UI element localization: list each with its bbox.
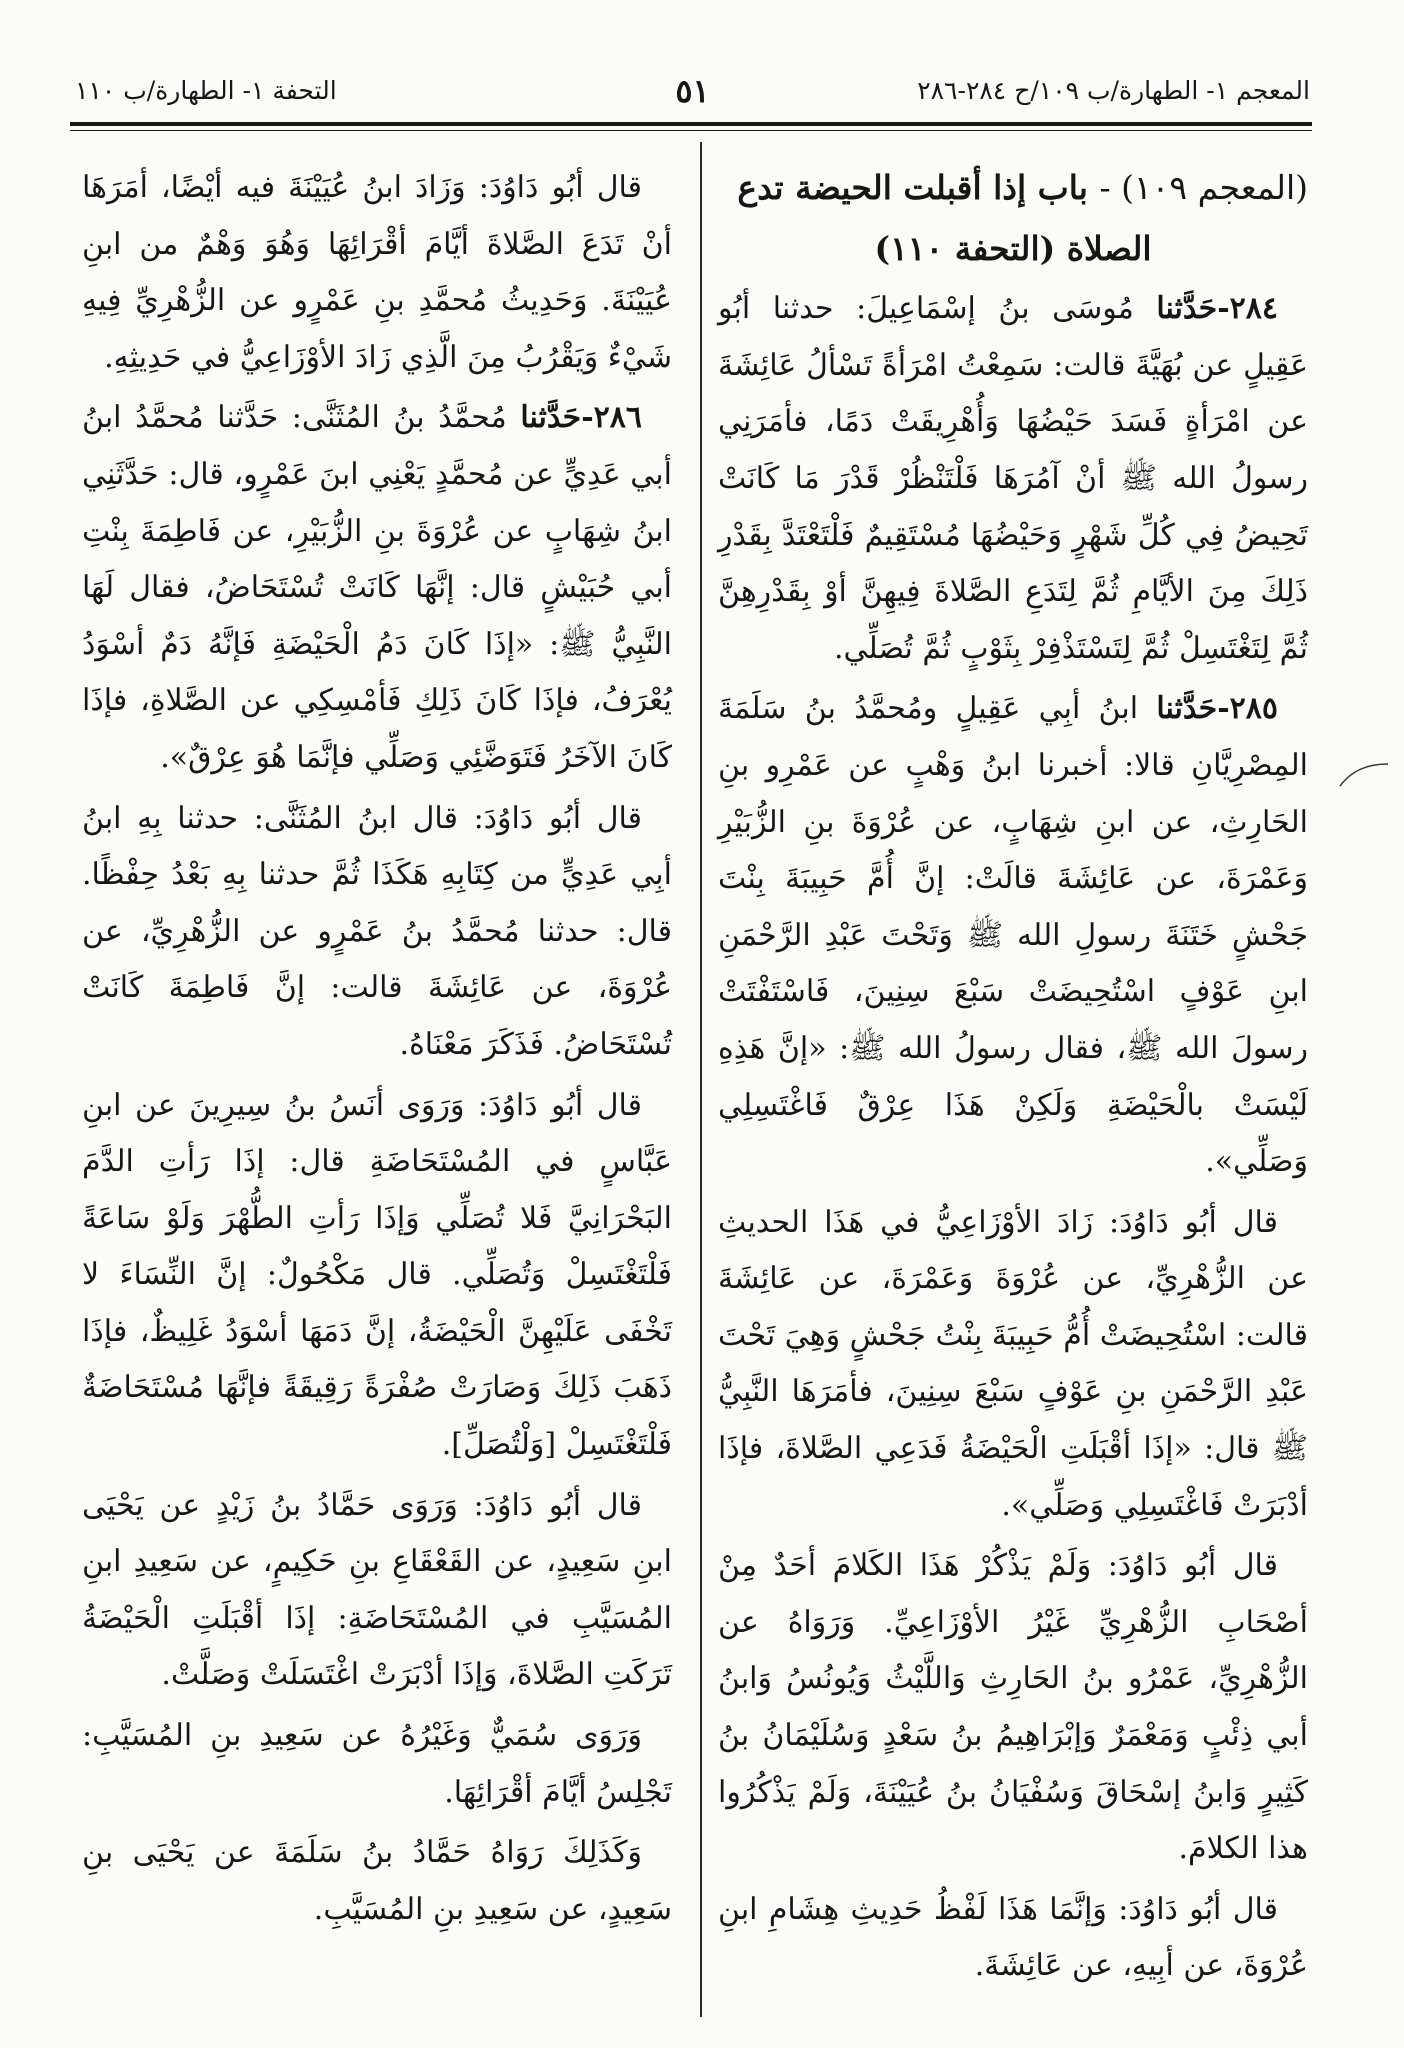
margin-pen-mark <box>1338 760 1390 790</box>
left-column <box>82 160 672 1942</box>
commentary-paragraph: قال أبُو دَاوُدَ: وَلَمْ يَذْكُرْ هَذَا الكَلامَ أحَدٌ مِنْ أصْحَابِ الزُّهْرِيِّ غَيْرُ الأوْزَاعِيِّ. وَرَوَاهُ عن الزُّهْرِيِّ، عَمْرُو بنُ الحَارِثِ وَاللَّيْثُ وَيُونُسُ وَابنُ أبي ذِئْبٍ وَمَعْمَرٌ وَإبْرَاهِيمُ بنُ سَعْدٍ وَسُلَيْمَانُ بنُ كَثِيرٍ وَابنُ إسْحَاقَ وَسُفْيَانُ بنُ عُيَيْنَةَ، وَلَمْ يَذْكُرُوا هذا الكلامَ. <box>718 1548 1308 1867</box>
hadith-text: ابنُ أبِي عَقِيلٍ ومُحمَّدُ بنُ سَلَمَةَ المِصْرِيَّانِ قالا: أخبرنا ابنُ وَهْبٍ عن عَمْرِو بنِ الحَارِثِ، عن ابنِ شِهَابٍ، عن عُرْوَةَ بنِ الزُّبَيْرِ وَعَمْرَةَ، عن عَائِشَةَ قالَتْ: إنَّ أُمَّ حَبِيبَةَ بِنْتَ جَحْشٍ خَتَنَةَ رسولِ الله ﷺ وَتَحْتَ عَبْدِ الرَّحْمَنِ ابنِ عَوْفٍ اسْتُحِيضَتْ سَبْعَ سِنِينَ، فَاسْتَفْتَتْ رسولَ الله ﷺ، فقال رسولُ الله ﷺ: «إنَّ هَذِهِ لَيْسَتْ بالْحَيْضَةِ وَلَكِنْ هَذَا عِرْقٌ فَاغْتَسِلِي وَصَلِّي». <box>718 691 1308 1180</box>
hadith-text: مُحمَّدُ بنُ المُثَنَّى: حَدَّثنا مُحمَّدُ ابنُ أبي عَدِيٍّ عن مُحمَّدٍ يَعْنِي ابنَ عَمْرٍو، قال: حَدَّثَنِي ابنُ شِهَابٍ عن عُرْوَةَ بنِ الزُّبَيْرِ، عن فَاطِمَةَ بِنْتِ أبي حُبَيْشٍ قال: إنَّهَا كَانَتْ تُسْتَحَاضُ، فقال لَهَا النَّبِيُّ ﷺ: «إذَا كَانَ دَمُ الْحَيْضَةِ فَإنَّهُ دَمٌ أسْوَدُ يُعْرَفُ، فإذَا كَانَ ذَلِكِ فَأمْسِكِي عن الصَّلاةِ، فإذَا كَانَ الآخَرُ فَتَوَضَّئِي وَصَلِّي فإنَّمَا هُوَ عِرْقٌ». <box>82 400 672 775</box>
commentary-paragraph: وَرَوَى سُمَيٌّ وَغَيْرُهُ عن سَعِيدِ بنِ المُسَيَّبِ: تَجْلِسُ أيَّامَ أقْرَائِهَا. <box>82 1718 672 1810</box>
hadith-text: مُوسَى بنُ إسْمَاعِيلَ: حدثنا أبُو عَقِيلٍ عن بُهَيَّةَ قالت: سَمِعْتُ امْرَأةً تَسْألُ عَائِشَةَ عن امْرَأةٍ فَسَدَ حَيْضُهَا وَأُهْرِيقَتْ دَمًا، فأمَرَنِي رسولُ الله ﷺ أنْ آمُرَهَا فَلْتَنْظُرْ قَدْرَ مَا كَانَتْ تَحِيضُ فِي كُلِّ شَهْرٍ وَحَيْضُهَا مُسْتَقِيمٌ فَلْتَعْتَدَّ بِقَدْرِ ذَلِكَ مِنَ الأيَّامِ ثُمَّ لِتَدَعِ الصَّلاةَ فِيهِنَّ أوْ بِقَدْرِهِنَّ ثُمَّ لِتَغْتَسِلْ ثُمَّ لِتَسْتَذْفِرْ بِثَوْبٍ ثُمَّ تُصَلِّي. <box>718 291 1308 666</box>
hadith-285 <box>718 681 1308 1190</box>
commentary-paragraph: وَكَذَلِكَ رَوَاهُ حَمَّادُ بنُ سَلَمَةَ عن يَحْيَى بنِ سَعِيدٍ، عن سَعِيدِ بنِ المُسَيَّبِ. <box>82 1835 672 1927</box>
commentary-paragraph: قال أبُو دَاوُدَ: زَادَ الأوْزَاعِيُّ في هَذَا الحديثِ عن الزُّهْرِيِّ، عن عُرْوَةَ وَعَمْرَةَ، عن عَائِشَةَ قالت: اسْتُحِيضَتْ أُمُّ حَبِيبَةَ بِنْتُ جَحْشٍ وَهِيَ تَحْتَ عَبْدِ الرَّحْمَنِ بنِ عَوْفٍ سَبْعَ سِنِينَ، فأمَرَهَا النَّبِيُّ ﷺ قال: «إذَا أقْبَلَتِ الْحَيْضَةُ فَدَعِي الصَّلاةَ، فإذَا أدْبَرَتْ فَاغْتَسِلِي وَصَلِّي». <box>718 1204 1308 1523</box>
commentary-paragraph: قال أبُو دَاوُدَ: وَرَوَى أنَسُ بنُ سِيرِينَ عن ابنِ عَبَّاسٍ في المُسْتَحَاضَةِ قال: إذَا رَأتِ الدَّمَ البَحْرَانِيَّ فَلا تُصَلِّي وَإذَا رَأتِ الطُّهْرَ وَلَوْ سَاعَةً فَلْتَغْتَسِلْ وَتُصَلِّي. قال مَكْحُولٌ: إنَّ النِّسَاءَ لا تَخْفَى عَلَيْهِنَّ الْحَيْضَةُ، إنَّ دَمَهَا أسْوَدُ غَلِيظٌ، فإذَا ذَهَبَ ذَلِكَ وَصَارَتْ صُفْرَةً رَقِيقَةً فإنَّهَا مُسْتَحَاضَةٌ فَلْتَغْتَسِلْ [وَلْتُصَلِّ]. <box>82 1087 672 1463</box>
header-reference-tuhfa: التحفة ١- الطهارة/ب ١١٠ <box>75 76 337 105</box>
hadith-number: ٢٨٥- <box>1217 691 1278 727</box>
hadith-lead: حَدَّثنا <box>1156 691 1218 727</box>
hadith-286 <box>82 390 672 786</box>
chapter-reference: (المعجم ١٠٩) - <box>1099 168 1308 207</box>
right-column <box>718 160 1308 1999</box>
column-divider <box>700 142 702 2017</box>
chapter-title-continued: الصلاة (التحفة ١١٠) <box>874 228 1152 268</box>
commentary-paragraph: قال أبُو دَاوُدَ: قال ابنُ المُثَنَّى: حدثنا بِهِ ابنُ أبِي عَدِيٍّ من كِتَابِهِ هَكَذَا ثُمَّ حدثنا بِهِ بَعْدُ حِفْظًا. قال: حدثنا مُحمَّدُ بنُ عَمْرٍو عن الزُّهْرِيِّ، عن عُرْوَةَ، عن عَائِشَةَ قالت: إنَّ فَاطِمَةَ كَانَتْ تُسْتَحَاضُ. فَذَكَرَ مَعْنَاهُ. <box>82 800 672 1062</box>
commentary-paragraph: قال أبُو دَاوُدَ: وَرَوَى حَمَّادُ بنُ زَيْدٍ عن يَحْيَى ابنِ سَعِيدٍ، عن القَعْقَاعِ بنِ حَكِيمٍ، عن سَعِيدِ ابنِ المُسَيَّبِ في المُسْتَحَاضَةِ: إذَا أقْبَلَتِ الْحَيْضَةُ تَرَكَتِ الصَّلاةَ، وَإذَا أدْبَرَتْ اغْتَسَلَتْ وَصَلَّتْ. <box>82 1487 672 1693</box>
hadith-number: ٢٨٤- <box>1217 291 1278 327</box>
header-reference-mujam: المعجم ١- الطهارة/ب ١٠٩/ح ٢٨٤-٢٨٦ <box>917 76 1310 105</box>
chapter-heading <box>718 160 1308 217</box>
chapter-title: باب إذا أقبلت الحيضة تدع <box>737 168 1088 207</box>
header-rule-thick <box>70 122 1312 126</box>
commentary-paragraph: قال أبُو دَاوُدَ: وَإنَّمَا هَذَا لَفْظُ حَدِيثِ هِشَامِ ابنِ عُرْوَةَ، عن أبِيهِ، عن عَائِشَةَ. <box>718 1891 1308 1984</box>
hadith-284 <box>718 281 1308 677</box>
page-header <box>75 72 1310 118</box>
hadith-lead: حَدَّثنا <box>520 400 582 436</box>
page-number: ٥١ <box>675 72 710 110</box>
commentary-paragraph: قال أبُو دَاوُدَ: وَزَادَ ابنُ عُيَيْنَةَ فيه أيْضًا، أمَرَهَا أنْ تَدَعَ الصَّلاةَ أيَّامَ أقْرَائِهَا وَهُوَ وَهْمٌ من ابنِ عُيَيْنَةَ. وَحَدِيثُ مُحمَّدِ بنِ عَمْرٍو عن الزُّهْرِيِّ فِيهِ شَيْءٌ وَيَقْرُبُ مِنَ الَّذِي زَادَ الأوْزَاعِيُّ في حَدِيثِهِ. <box>82 170 672 375</box>
hadith-number: ٢٨٦- <box>581 400 642 436</box>
header-rule-thin <box>70 130 1312 131</box>
hadith-lead: حَدَّثنا <box>1156 291 1218 327</box>
